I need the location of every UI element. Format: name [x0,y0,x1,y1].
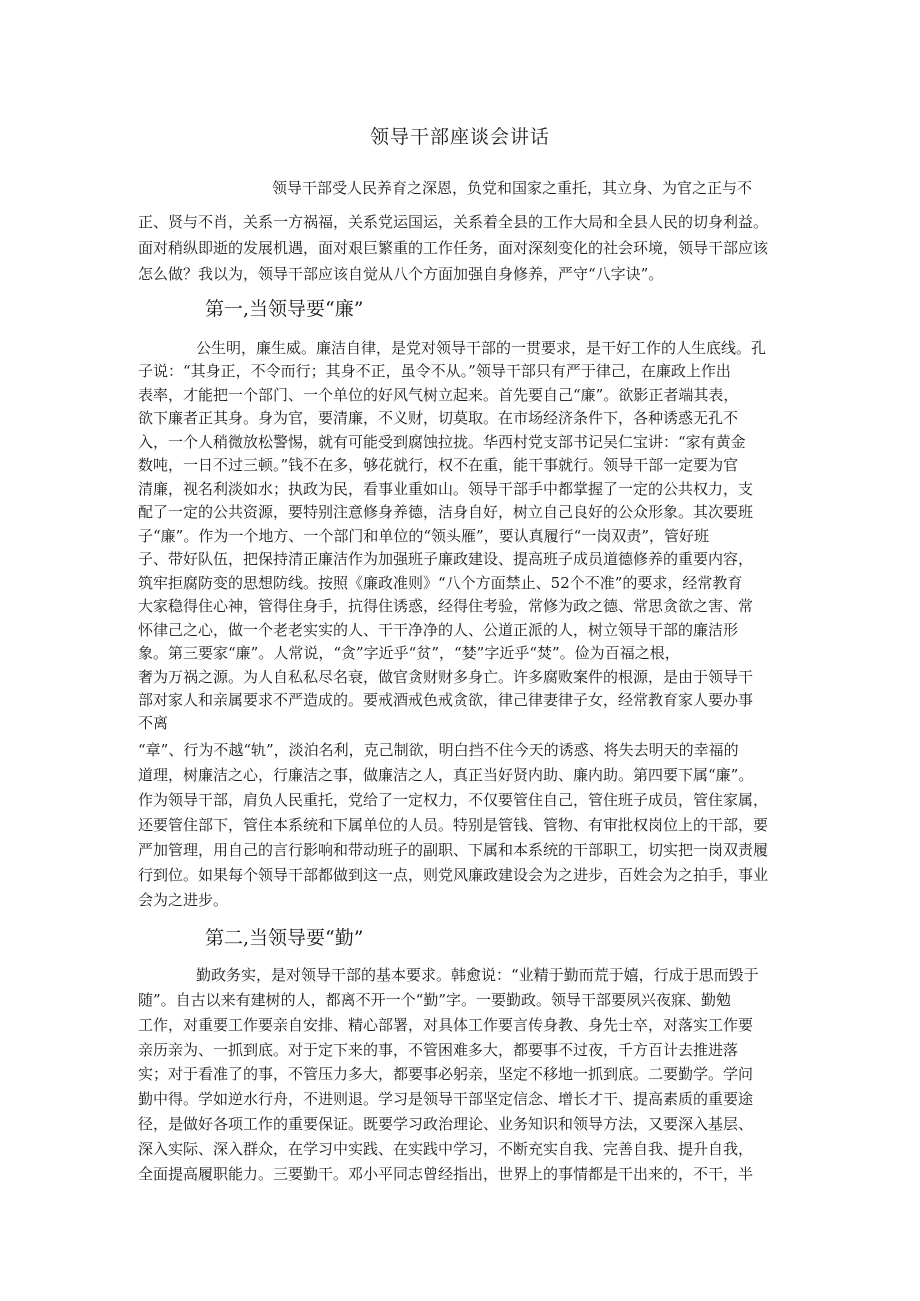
section-heading: 第二,当领导要“勤” [205,927,364,949]
intro-line: 正、贤与不肖，关系一方祸福，关系党运国运，关系着全县的工作大局和全县人民的切身利益。 [138,213,769,231]
paragraph-line: 象。第三要家“廉”。人常说，“贪”字近乎“贫”，“婪”字近乎“焚”。俭为百福之根， [138,644,680,662]
paragraph-line: 部对家人和亲属要求不严造成的。要戒酒戒色戒贪欲，律己律妻律子女，经常教育家人要办事 [138,691,754,709]
paragraph-line: 子“廉”。作为一个地方、一个部门和单位的“领头雁”，要认真履行“一岗双责”，管好班 [138,527,710,545]
paragraph-line: 勤中得。学如逆水行舟，不进则退。学习是领导干部坚定信念、增长才干、提高素质的重要途 [138,1090,754,1108]
paragraph-line: 奢为万祸之源。为人自私私尽名衰，做官贪财财多身亡。许多腐败案件的根源，是由于领导干 [138,668,754,686]
paragraph-line: 勤政务实，是对领导干部的基本要求。韩愈说：“业精于勤而荒于嬉，行成于思而毁于 [196,966,759,984]
paragraph-line: 不离 [138,714,169,732]
paragraph-line: 表率，才能把一个部门、一个单位的好风气树立起来。首先要自己“廉”。欲影正者端其表， [138,386,739,404]
paragraph-line: 子说：“其身正，不令而行；其身不正，虽令不从。”领导干部只有严于律己，在廉政上作出 [138,362,731,380]
paragraph-line: “章”、行为不越“轨”，淡泊名利，克己制欲，明白挡不住今天的诱惑、将失去明天的幸福的 [138,741,739,759]
paragraph-line: 行到位。如果每个领导干部都做到这一点，则党风廉政建设会为之进步，百姓会为之拍手，事业 [138,866,769,884]
paragraph-line: 还要管住部下，管住本系统和下属单位的人员。特别是管钱、管物、有审批权岗位上的干部，要 [138,816,769,834]
paragraph-line: 严加管理，用自己的言行影响和带动班子的副职、下属和本系统的干部职工，切实把一岗双责履 [138,841,769,859]
paragraph-line: 清廉，视名利淡如水；执政为民，看事业重如山。领导干部手中都掌握了一定的公共权力，支 [138,480,754,498]
intro-line: 面对稍纵即逝的发展机遇，面对艰巨繁重的工作任务，面对深刻变化的社会环境，领导干部应该 [138,239,769,257]
intro-line: 怎么做？我以为，领导干部应该自觉从八个方面加强自身修养，严守“八字诀”。 [138,265,664,283]
paragraph-line: 深入实际、深入群众，在学习中实践、在实践中学习，不断充实自我、完善自我、提升自我， [138,1140,754,1158]
paragraph-line: 欲下廉者正其身。身为官，要清廉，不义财，切莫取。在市场经济条件下，各种诱惑无孔不 [138,409,739,427]
paragraph-line: 实；对于看准了的事，不管压力多大，都要事必躬亲，坚定不移地一抓到底。二要勤学。学问 [138,1065,754,1083]
document-title: 领导干部座谈会讲话 [369,126,550,148]
paragraph-line: 怀律己之心，做一个老老实实的人、干干净净的人、公道正派的人，树立领导干部的廉洁形 [138,621,739,639]
paragraph-line: 作为领导干部，肩负人民重托，党给了一定权力，不仅要管住自己，管住班子成员，管住家属， [138,791,769,809]
paragraph-line: 公生明，廉生威。廉洁自律，是党对领导干部的一贯要求，是干好工作的人生底线。孔 [196,339,767,357]
paragraph-line: 子、带好队伍，把保持清正廉洁作为加强班子廉政建设、提高班子成员道德修养的重要内容， [138,550,754,568]
paragraph-line: 随”。自古以来有建树的人，都离不开一个“勤”字。一要勤政。领导干部要夙兴夜寐、勤勉 [138,991,732,1009]
paragraph-line: 配了一定的公共资源，要特别注意修身养德，洁身自好，树立自己良好的公众形象。其次要班 [138,503,754,521]
paragraph-line: 筑牢拒腐防变的思想防线。按照《廉政准则》“八个方面禁止、52个不准”的要求，经常教育 [138,574,743,592]
intro-line: 领导干部受人民养育之深恩，负党和国家之重托，其立身、为官之正与不 [272,179,753,197]
paragraph-line: 道理，树廉洁之心，行廉洁之事，做廉洁之人，真正当好贤内助、廉内助。第四要下属“廉”。 [138,766,754,784]
paragraph-line: 径，是做好各项工作的重要保证。既要学习政治理论、业务知识和领导方法，又要深入基层、 [138,1115,754,1133]
paragraph-line: 数吨，一日不过三顿。”钱不在多，够花就行，权不在重，能干事就行。领导干部一定要为官 [138,456,739,474]
paragraph-line: 全面提高履职能力。三要勤干。邓小平同志曾经指出，世界上的事情都是干出来的，不干，半 [138,1165,754,1183]
paragraph-line: 入，一个人稍微放松警惕，就有可能受到腐蚀拉拢。华西村党支部书记吴仁宝讲：“家有黄金 [138,433,746,451]
paragraph-line: 工作，对重要工作要亲自安排、精心部署，对具体工作要言传身教、身先士卒，对落实工作要 [138,1016,754,1034]
paragraph-line: 会为之进步。 [138,891,229,909]
section-heading: 第一,当领导要“廉” [205,298,364,320]
paragraph-line: 亲历亲为、一抓到底。对于定下来的事，不管困难多大，都要事不过夜，千方百计去推进落 [138,1041,739,1059]
paragraph-line: 大家稳得住心神，管得住身手，抗得住诱惑，经得住考验，常修为政之德、常思贪欲之害、常 [138,597,754,615]
